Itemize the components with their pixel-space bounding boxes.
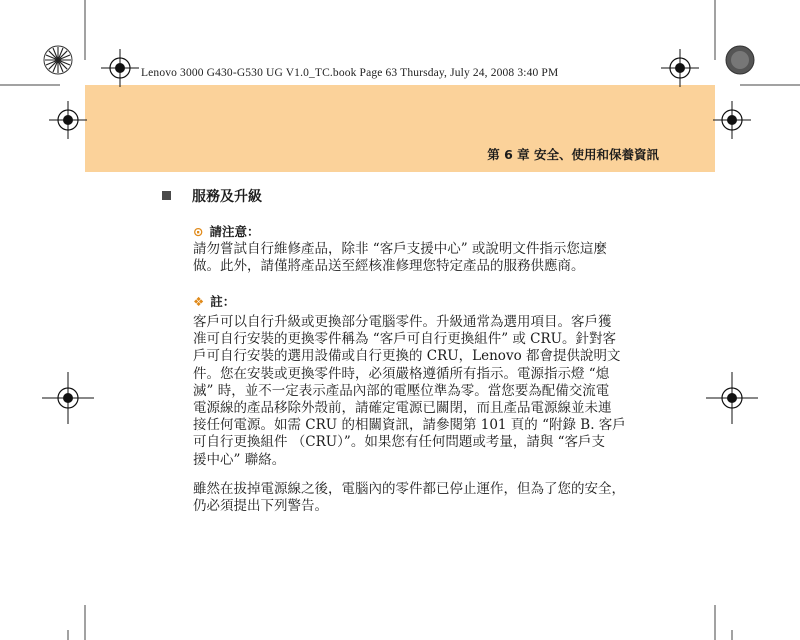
text-line: 接任何電源。如需 CRU 的相關資訊，請參閱第 101 頁的 “附錄 B. 客戶 bbox=[193, 417, 626, 434]
note-label-text: 註： bbox=[210, 294, 236, 309]
text-line: 滅” 時，並不一定表示產品內部的電壓位準為零。當您要為配備交流電 bbox=[193, 382, 610, 399]
text-line: 仍必須提出下列警告。 bbox=[193, 498, 328, 515]
gray-target-icon bbox=[726, 46, 754, 74]
text-line: 可自行更換組件 （CRU）”。如果您有任何問題或考量，請與 “客戶支 bbox=[193, 434, 606, 451]
text-line: 電源線的產品移除外殼前，請確定電源已關閉，而且產品電源線並未連 bbox=[193, 400, 612, 417]
section-title: 服務及升級 bbox=[192, 189, 262, 205]
chapter-title: 第 6 章 安全、使用和保養資訊 bbox=[487, 147, 659, 162]
registration-mark-icon bbox=[49, 101, 87, 139]
text-line: 客戶可以自行升級或更換部分電腦零件。升級通常為選用項目。客戶獲 bbox=[193, 314, 612, 330]
text-line: 戶可自行安裝的選用設備或自行更換的 CRU，Lenovo 都會提供說明文 bbox=[193, 348, 621, 365]
caution-label-text: 請注意： bbox=[209, 224, 260, 239]
bullseye-icon: ⊙ bbox=[193, 224, 204, 239]
square-bullet-icon bbox=[162, 191, 171, 200]
text-line: 做。此外，請僅將產品送至經核准修理您特定產品的服務供應商。 bbox=[193, 258, 585, 275]
text-line: 請勿嘗試自行維修產品，除非 “客戶支援中心” 或說明文件指示您這麼 bbox=[193, 241, 607, 257]
text-line: 援中心” 聯絡。 bbox=[193, 451, 286, 468]
text-line: 准可自行安裝的更換零件稱為 “客戶可自行更換組件” 或 CRU。針對客 bbox=[193, 331, 617, 348]
closing-paragraph bbox=[193, 481, 673, 515]
registration-mark-icon bbox=[101, 49, 139, 87]
print-info-line: Lenovo 3000 G430-G530 UG V1.0_TC.book Page 63 Thursday, July 24, 2008 3:40 PM bbox=[141, 67, 559, 79]
registration-mark-icon bbox=[706, 372, 758, 424]
note-label bbox=[193, 292, 235, 310]
registration-mark-icon bbox=[42, 372, 94, 424]
registration-mark-icon bbox=[661, 49, 699, 87]
section-heading bbox=[162, 186, 262, 206]
text-line: 件。您在安裝或更換零件時，必須嚴格遵循所有指示。電源指示燈 “熄 bbox=[193, 365, 610, 382]
starburst-target-icon bbox=[44, 46, 72, 74]
text-line: 雖然在拔掉電源線之後，電腦內的零件都已停止運作，但為了您的安全， bbox=[193, 481, 625, 497]
registration-mark-icon bbox=[713, 101, 751, 139]
note-paragraph bbox=[193, 314, 673, 469]
caution-paragraph bbox=[193, 241, 673, 275]
caution-label bbox=[193, 222, 260, 240]
diamond-note-icon: ❖ bbox=[193, 294, 205, 309]
